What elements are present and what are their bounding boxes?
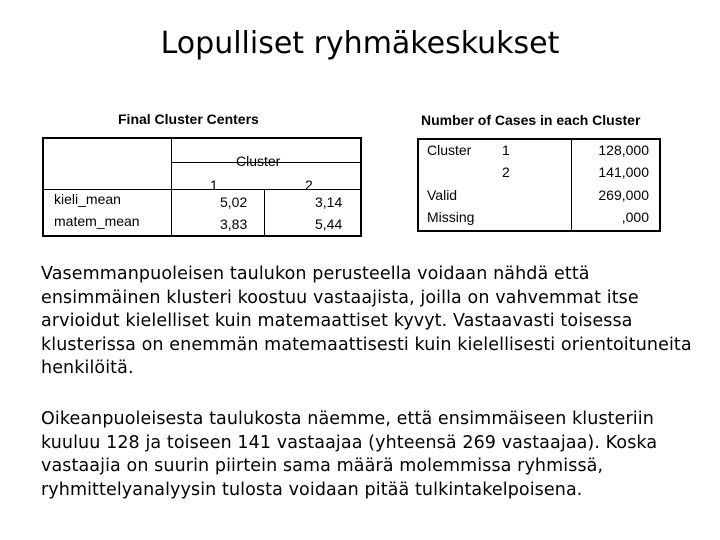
centers-table-header: Cluster [236, 153, 281, 169]
cases-table-divider-v [571, 139, 572, 231]
paragraph-left-table: Vasemmanpuoleisen taulukon perusteella voidaan nähdä että ensimmäinen klusteri koostuu vastaajista, joilla on vahvemmat itse arvioidut kielelliset kuin matemaattiset kyvyt. Vastaavasti toisessa klusterissa on enemmän matemaattisesti kuin kielellisesti orientoituneita henkilöitä. [41, 264, 692, 378]
cases-table-caption: Number of Cases in each Cluster [421, 112, 641, 128]
cluster-label: Cluster [427, 142, 472, 158]
missing-count: ,000 [621, 209, 649, 225]
paragraph-right-table: Oikeanpuoleisesta taulukosta näemme, että ensimmäiseen klusteriin kuuluu 128 ja toiseen 141 vastaajaa (yhteensä 269 vastaajaa). Koska vastaajia on suurin piirtein sama määrä molemmissa ryhmissä, ryhmittelyanalyysin tulosta voidaan pitää tulkintakelpoisena. [41, 409, 658, 500]
slide-title: Lopulliset ryhmäkeskukset [160, 26, 560, 61]
valid-count: 269,000 [598, 187, 649, 203]
cluster-id: 2 [502, 164, 510, 180]
centers-value: 3,83 [220, 216, 248, 232]
centers-value: 5,02 [220, 194, 248, 210]
cluster-count: 128,000 [598, 142, 649, 158]
centers-table-divider-v [171, 138, 172, 236]
centers-value: 3,14 [315, 194, 343, 210]
row-label-matem-mean: matem_mean [54, 213, 140, 229]
missing-label: Missing [427, 209, 475, 225]
cluster-id: 1 [502, 142, 510, 158]
centers-table-divider-v [264, 189, 265, 236]
centers-value: 5,44 [315, 216, 343, 232]
valid-label: Valid [427, 187, 458, 203]
centers-col-2-header: 2 [305, 177, 313, 193]
cluster-count: 141,000 [598, 164, 649, 180]
row-label-kieli-mean: kieli_mean [54, 191, 121, 207]
centers-table-divider-h [43, 189, 361, 190]
centers-col-1-header: 1 [210, 177, 218, 193]
centers-table-caption: Final Cluster Centers [118, 111, 259, 127]
